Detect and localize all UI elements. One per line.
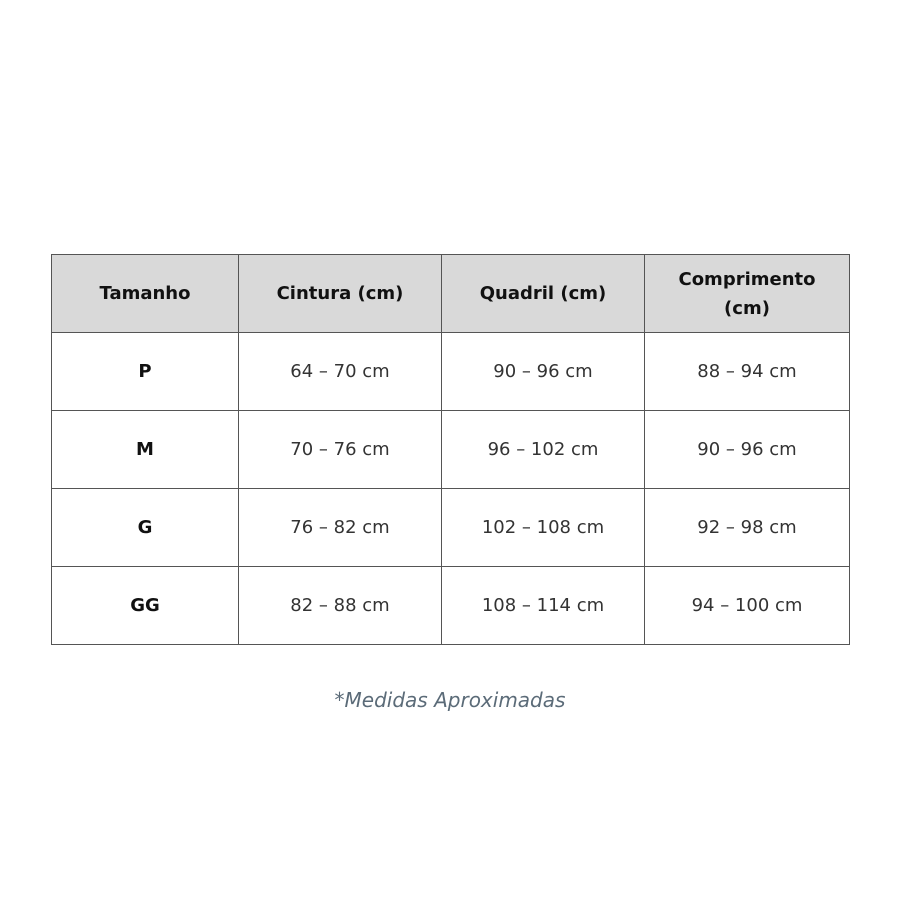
- cintura-cell: 70 – 76 cm: [239, 411, 442, 489]
- cintura-cell: 64 – 70 cm: [239, 333, 442, 411]
- header-comprimento: Comprimento (cm): [645, 255, 850, 333]
- quadril-cell: 102 – 108 cm: [442, 489, 645, 567]
- size-cell: GG: [52, 567, 239, 645]
- table-row: [52, 567, 850, 645]
- comprimento-cell: 94 – 100 cm: [645, 567, 850, 645]
- comprimento-cell: 92 – 98 cm: [645, 489, 850, 567]
- quadril-cell: 96 – 102 cm: [442, 411, 645, 489]
- footnote: *Medidas Aproximadas: [334, 688, 566, 712]
- table-header-row: [52, 255, 850, 333]
- table-row: [52, 411, 850, 489]
- quadril-cell: 90 – 96 cm: [442, 333, 645, 411]
- cintura-cell: 82 – 88 cm: [239, 567, 442, 645]
- size-table: [51, 254, 850, 645]
- header-quadril: Quadril (cm): [442, 255, 645, 333]
- table-row: [52, 333, 850, 411]
- comprimento-cell: 90 – 96 cm: [645, 411, 850, 489]
- table-row: [52, 489, 850, 567]
- size-cell: P: [52, 333, 239, 411]
- size-cell: M: [52, 411, 239, 489]
- header-tamanho: Tamanho: [52, 255, 239, 333]
- size-cell: G: [52, 489, 239, 567]
- header-cintura: Cintura (cm): [239, 255, 442, 333]
- quadril-cell: 108 – 114 cm: [442, 567, 645, 645]
- cintura-cell: 76 – 82 cm: [239, 489, 442, 567]
- comprimento-cell: 88 – 94 cm: [645, 333, 850, 411]
